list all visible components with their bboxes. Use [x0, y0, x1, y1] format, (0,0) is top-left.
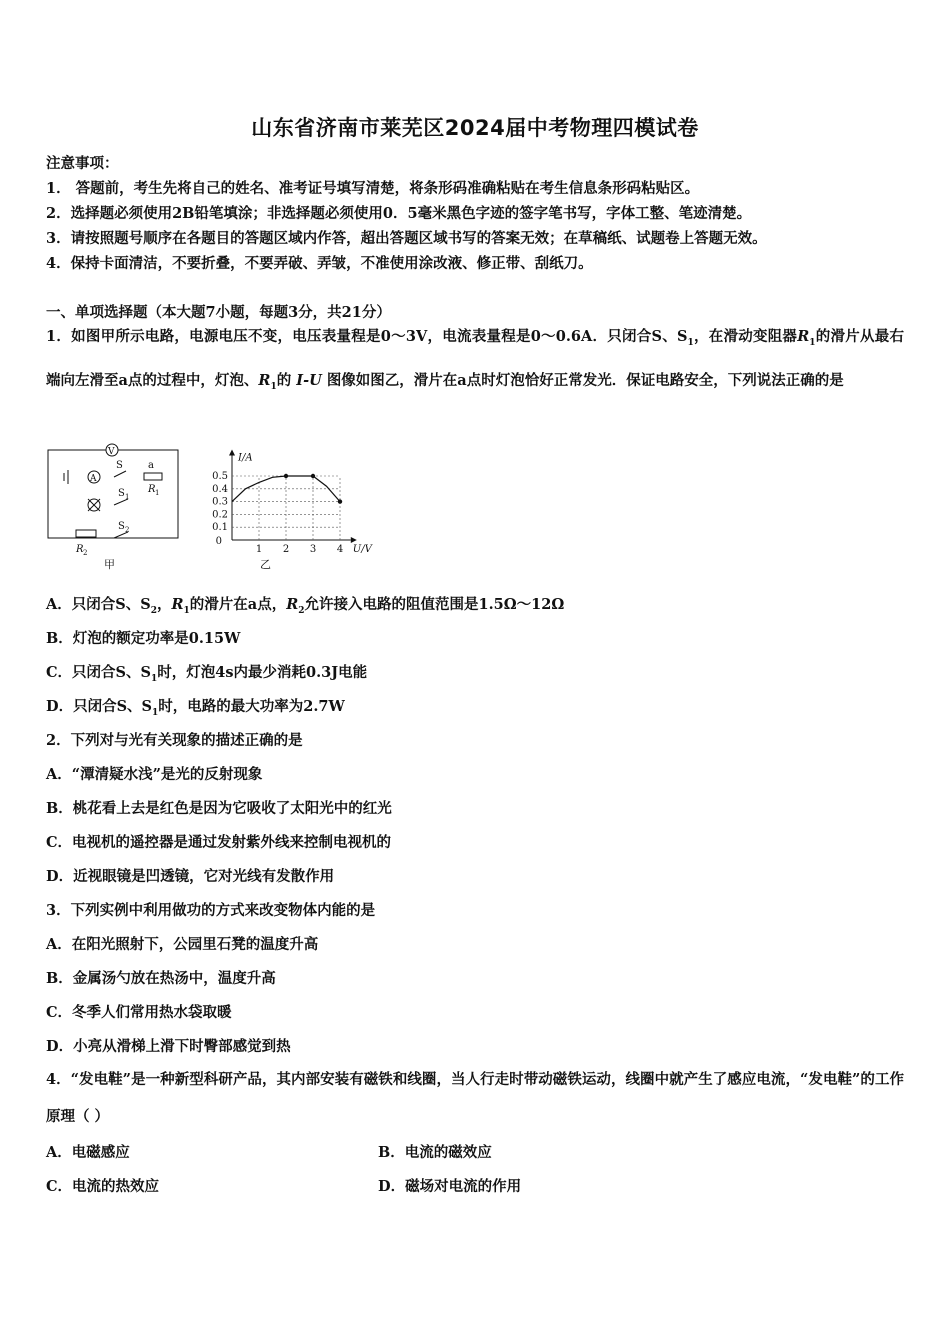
question-1-stem: 1．如图甲所示电路，电源电压不变，电压表量程是0～3V，电流表量程是0～0.6A．只闭合S、$S_1$，在滑动变阻器$R_1$的滑片从最右端向左滑至a点的过程中，灯泡、$R_1$的 I-U 图像如图乙，滑片在a点时灯泡恰好正常发光．保证电路安全，下列说法正确的是	[46, 328, 905, 392]
question-4-option-d: D．磁场对电流的作用	[378, 1178, 522, 1195]
y-axis-arrow	[229, 450, 235, 456]
iu-graph	[212, 450, 374, 571]
question-3-option-d: D．小亮从滑梯上滑下时臀部感觉到热	[46, 1038, 291, 1055]
data-point	[284, 474, 288, 478]
question-4-option-a: A．电磁感应	[46, 1144, 130, 1161]
switch-s1-subscript: 1	[125, 493, 130, 501]
question-2-option-a: A．“潭清疑水浅”是光的反射现象	[46, 766, 263, 783]
question-2-option-d: D．近视眼镜是凹透镜，它对光线有发散作用	[46, 868, 335, 885]
question-4-option-c: C．电流的热效应	[46, 1178, 160, 1195]
x-tick-label: 1	[255, 544, 263, 555]
notes-item-3: 3．请按照题号顺序在各题目的答题区域内作答，超出答题区域书写的答案无效；在草稿纸、试题卷上答题无效。	[46, 230, 767, 247]
data-point	[338, 499, 342, 503]
ammeter-label: A	[90, 474, 97, 484]
data-point	[311, 474, 315, 478]
question-3-option-b: B．金属汤勺放在热汤中，温度升高	[46, 970, 276, 987]
question-2-option-c: C．电视机的遥控器是通过发射紫外线来控制电视机的	[46, 834, 392, 851]
r2-label: R	[76, 544, 84, 555]
figure-yi-caption: 乙	[260, 558, 271, 571]
point-a-label: a	[148, 460, 154, 471]
question-1-option-d: D．只闭合S、$S_1$时，电路的最大功率为2.7W	[46, 698, 345, 718]
notes-item-1: 1． 答题前，考生先将自己的姓名、准考证号填写清楚，将条形码准确粘贴在考生信息条形码粘贴区。	[46, 180, 700, 197]
notes-heading: 注意事项：	[46, 155, 119, 172]
question-1-figure	[44, 440, 372, 575]
x-axis-label: U/V	[352, 544, 372, 555]
question-3-stem: 3．下列实例中利用做功的方式来改变物体内能的是	[46, 902, 376, 919]
y-axis-label: I/A	[238, 452, 253, 464]
y-tick-label: 0.1	[212, 522, 228, 534]
figure-jia-caption: 甲	[104, 558, 115, 571]
x-axis-arrow	[351, 537, 357, 543]
question-1-option-a: A．只闭合S、$S_2$，$R_1$的滑片在a点，$R_2$允许接入电路的阻值范围是1.5Ω～12Ω	[46, 596, 565, 616]
question-4-option-b: B．电流的磁效应	[378, 1144, 492, 1161]
question-1-option-c: C．只闭合S、$S_1$时，灯泡4s内最少消耗0.3J电能	[46, 664, 368, 684]
switch-s-label: S	[116, 460, 123, 471]
question-3-option-a: A．在阳光照射下，公园里石凳的温度升高	[46, 936, 319, 953]
switch-s2-subscript: 2	[125, 526, 130, 534]
origin-label: 0	[215, 536, 222, 547]
question-1-option-b: B．灯泡的额定功率是0.15W	[46, 630, 241, 647]
switch-s1-label: S	[118, 488, 125, 499]
y-tick-label: 0.3	[212, 496, 228, 508]
x-tick-label: 3	[309, 544, 317, 555]
x-tick-label: 4	[336, 544, 344, 555]
r1-subscript: 1	[155, 489, 160, 497]
question-4-stem: 4．“发电鞋”是一种新型科研产品，其内部安装有磁铁和线圈，当人行走时带动磁铁运动，线圈中就产生了感应电流，“发电鞋”的工作原理（ ）	[46, 1071, 904, 1125]
page-title: 山东省济南市莱芜区2024届中考物理四模试卷	[251, 116, 699, 140]
r1-label: R	[148, 484, 156, 495]
question-2-option-b: B．桃花看上去是红色是因为它吸收了太阳光中的红光	[46, 800, 392, 817]
notes-item-4: 4．保持卡面清洁，不要折叠，不要弄破、弄皱，不准使用涂改液、修正带、刮纸刀。	[46, 255, 593, 272]
section-heading: 一、单项选择题（本大题7小题，每题3分，共21分）	[46, 304, 391, 321]
y-tick-label: 0.4	[212, 483, 228, 495]
switch-s2-label: S	[118, 521, 125, 532]
y-tick-label: 0.5	[212, 471, 228, 482]
voltmeter-label: V	[108, 447, 115, 457]
notes-item-2: 2．选择题必须使用2B铅笔填涂；非选择题必须使用0．5毫米黑色字迹的签字笔书写，字体工整、笔迹清楚。	[46, 205, 752, 222]
r2-subscript: 2	[83, 549, 88, 557]
question-3-option-c: C．冬季人们常用热水袋取暖	[46, 1004, 232, 1021]
x-tick-label: 2	[282, 544, 290, 555]
y-tick-label: 0.2	[212, 509, 228, 521]
question-2-stem: 2．下列对与光有关现象的描述正确的是	[46, 732, 303, 749]
